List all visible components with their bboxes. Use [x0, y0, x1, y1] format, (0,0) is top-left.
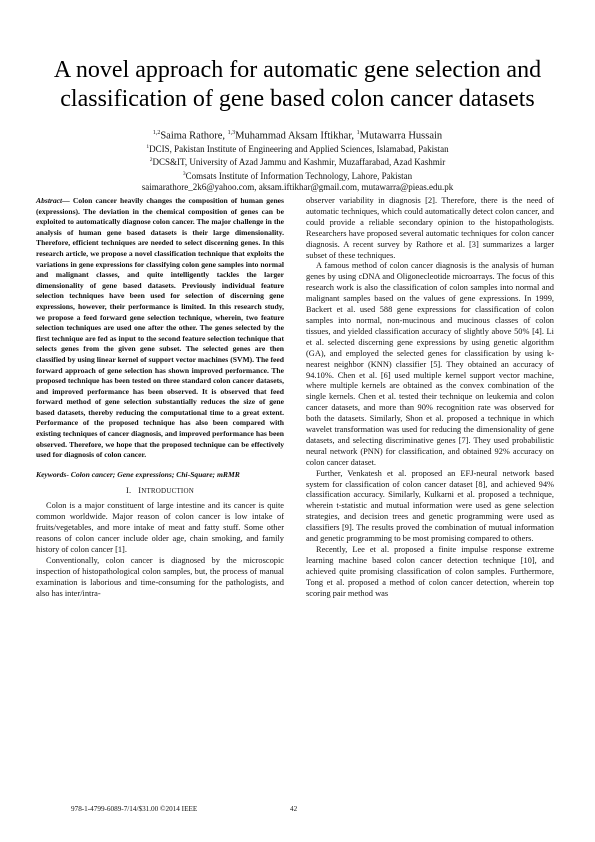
paragraph: A famous method of colon cancer diagnosis is the analysis of human genes by using cDNA and Oligonecleotide microarrays. The focus of this research work is also the classification of colon samples into normal and malignant samples based on the values of gene expressions. In 1999, Backert et al. used 588 gene expressions for classification of colon samples into normal, non-mucinous and mucinous classes of colon tissues, and yielded classification accuracy of slightly above 50% [4]. Li et al. selected discerning gene expressions by using genetic algorithm (GA), and employed the selected genes for classification by using k-nearest neighbor (KNN) classifier [5]. They obtained an accuracy of 94.10%. Chen et al. [6] used multiple kernel support vector machine, where multiple kernels are obtained as the convex combination of the single kernels. Chen et al. tested their technique on leukemia and colon cancer datasets, and more than 90% recognition rate was observed for both the datasets. Similarly, Shon et al. proposed a technique in which wavelet transformation was used for reducing the dimensionality of gene datasets, and selecting discriminative genes [7]. They used probabilistic neural network (PNN) for classification, and obtained 92% accuracy on colon cancer dataset.: [306, 261, 554, 467]
affiliation-text: DCS&IT, University of Azad Jammu and Kashmir, Muzaffarabad, Azad Kashmir: [152, 157, 446, 168]
page-number: 42: [290, 805, 298, 813]
abstract-body: Colon cancer heavily changes the composition of human genes (expressions). The deviation in the chemical composition of genes can be exploited to automatically diagnose colon cancer. The major challenge in the analysis of human gene based datasets is their large dimensionality. Therefore, efficient techniques are needed to select discerning genes. In this research article, we propose a novel classification technique that exploits the variations in gene expressions for classifying colon gene samples into normal and malignant classes, and quite intelligently tackles the larger dimensionality of gene based datasets. Previously individual feature selection techniques have been used for selection of discerning gene expressions, however, their performance is limited. In this research study, we propose a feed forward gene selection technique, wherein, two feature selection techniques are used one after the other. The genes selected by the first technique are fed as input to the second feature selection technique that selects genes from the given gene subset. The selected genes are then classified by using linear kernel of support vector machines (SVM). The feed forward approach of gene selection has shown improved performance. The proposed technique has been tested on three standard colon cancer datasets, and improved performance has been observed. It is observed that feed forward method of gene selection substantially reduces the size of gene based datasets, thereby reducing the computational time to a great extent. Performance of the proposed technique has also been compared with existing techniques of cancer diagnosis, and improved performance has been observed. Therefore, we hope that the proposed technique can be effectively used for diagnosis of colon cancer.: [36, 196, 284, 460]
abstract-dash: —: [62, 196, 73, 205]
author-1: Saima Rathore,: [160, 130, 228, 142]
author-3-affil-marker: 1: [356, 130, 360, 136]
affiliation-marker: 1: [146, 144, 150, 150]
affiliation-3: [40, 169, 555, 182]
copyright-footer: 978-1-4799-6089-7/14/$31.00 ©2014 IEEE: [71, 805, 198, 813]
section-title-initial: I: [138, 486, 142, 496]
section-heading-introduction: [36, 486, 284, 497]
section-title-rest: NTRODUCTION: [141, 487, 194, 496]
author-2: Muhammad Aksam Iftikhar,: [235, 130, 357, 142]
abstract-label: Abstract: [36, 196, 63, 205]
paragraph: Colon is a major constituent of large intestine and its cancer is quite common worldwide. Major reason of colon cancer is low intake of fruits/vegetables, and more intake of meat and fatty stuff. Some other reasons of colon cancer include older age, chain smoking, and family history of colon cancer [1].: [36, 501, 284, 554]
paragraph: Conventionally, colon cancer is diagnosed by the microscopic inspection of histopathological colon samples, but, the process of manual examination is laborious and time-consuming for the pathologists, and also has inter/intra-: [36, 555, 284, 598]
affiliation-text: DCIS, Pakistan Institute of Engineering and Applied Sciences, Islamabad, Pakistan: [149, 144, 449, 154]
author-3: Mutawarra Hussain: [359, 130, 443, 142]
author-emails: saimarathore_2k6@yahoo.com, aksam.iftikhar@gmail.com, mutawarra@pieas.edu.pk: [141, 182, 454, 193]
abstract: [36, 196, 284, 461]
author-2-affil-marker: 1,3: [227, 130, 236, 136]
paper-title: A novel approach for automatic gene selection and classification of gene based colon cancer datasets: [53, 57, 542, 112]
affiliation-marker: 2: [149, 157, 153, 164]
paragraph: Further, Venkatesh et al. proposed an EFJ-neural network based system for classification of colon cancer dataset [8], and achieved 94% classification accuracy. Similarly, Kulkarni et al. proposed a technique, wherein t-statistic and mutual information were used as gene selection strategies, and decision trees and genetic programming were used as classifiers [9]. The results proved the combination of mutual information and genetic programming to be most promising compared to others.: [306, 468, 554, 544]
affiliation-1: [40, 142, 555, 155]
affiliation-2: [40, 155, 555, 168]
author-1-affil-marker: 1,2: [152, 130, 161, 136]
affiliations: [40, 142, 555, 194]
section-number: I.: [126, 486, 132, 496]
affiliation-marker: 3: [182, 170, 186, 177]
author-list: [40, 127, 555, 143]
right-column: [306, 196, 554, 600]
left-column: [36, 196, 284, 600]
paragraph: observer variability in diagnosis [2]. Therefore, there is the need of automatic techniques, which could automatically detect colon cancer, and could provide a reliable secondary opinion to the histopathologists. Researchers have proposed several automatic techniques for colon cancer diagnosis. A recent survey by Rathore et al. [3] summarizes a larger subset of these techniques.: [306, 196, 554, 260]
keywords: Keywords- Colon cancer; Gene expressions; Chi-Square; mRMR: [36, 469, 240, 479]
paragraph: Recently, Lee et al. proposed a finite impulse response extreme learning machine based colon cancer detection technique [10], and achieved quite promising classification of colon samples. Furthermore, Tong et al. proposed a method of colon cancer detection, wherein top scoring pair method was: [306, 545, 554, 598]
affiliation-text: Comsats Institute of Information Technology, Lahore, Pakistan: [185, 170, 413, 181]
